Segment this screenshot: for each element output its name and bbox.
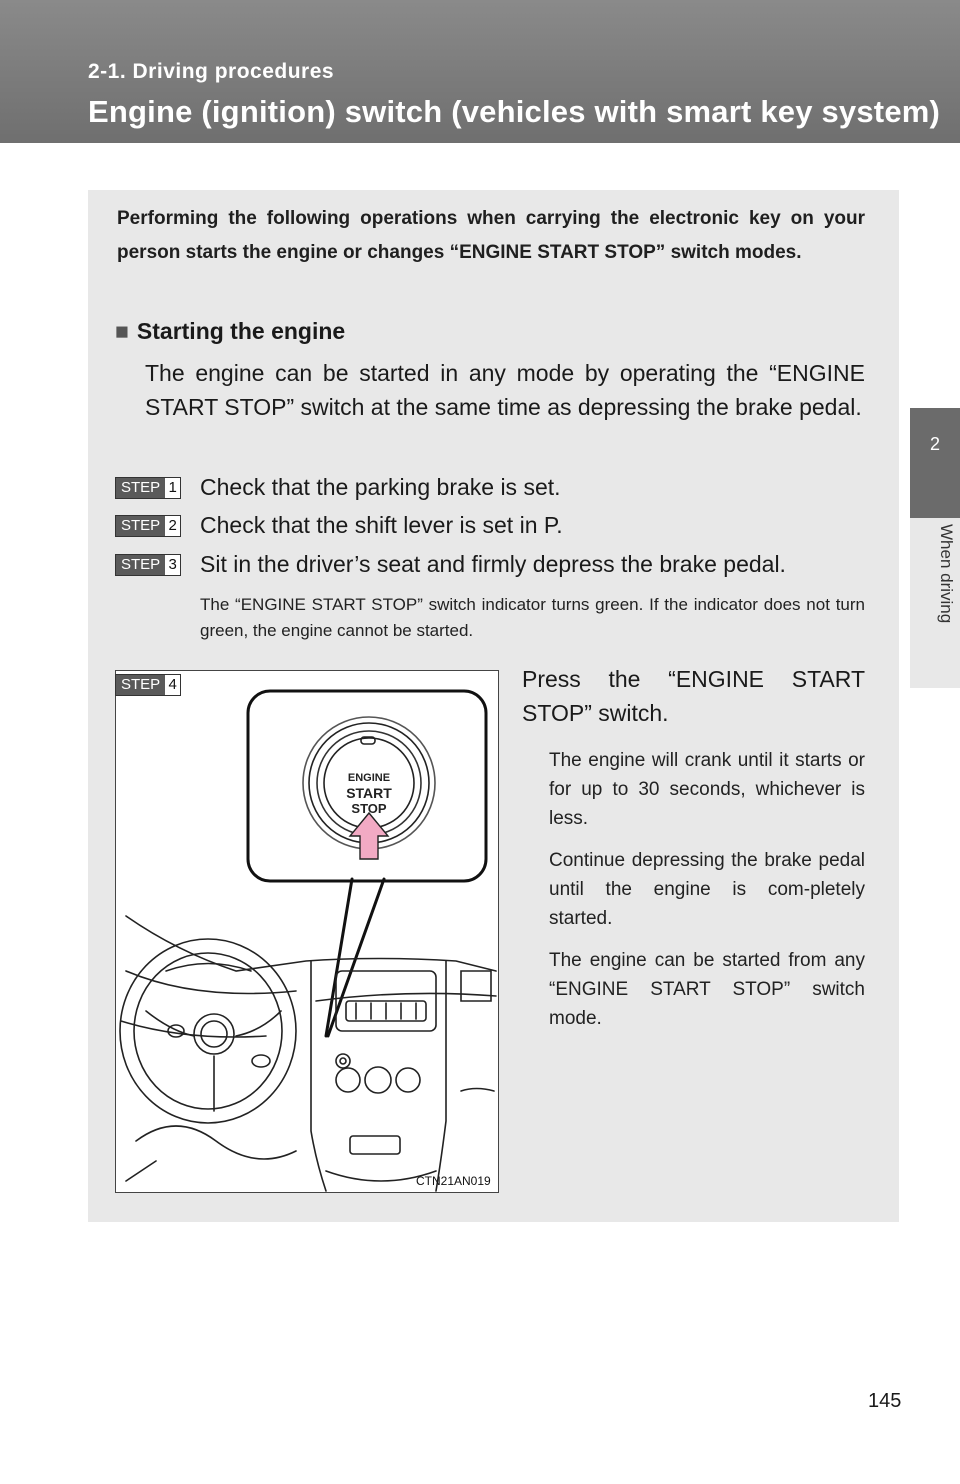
step-4-note-2: Continue depressing the brake pedal until the engine is com-pletely started.: [549, 850, 865, 929]
dashboard-drawing: [116, 671, 498, 1192]
step-word: STEP: [116, 478, 165, 498]
step-2-text: Check that the shift lever is set in P.: [200, 512, 563, 538]
step-4-text: Press the “ENGINE START STOP” switch.: [522, 666, 865, 726]
step-word: STEP: [116, 675, 165, 695]
step-1-text: Check that the parking brake is set.: [200, 474, 561, 500]
step-4-note-3: The engine can be started from any “ENGINE START STOP” switch mode.: [549, 950, 865, 1029]
page-title: Engine (ignition) switch (vehicles with smart key system): [88, 94, 941, 129]
chapter-tab-number: 2: [910, 408, 960, 518]
chapter-tab-label: When driving: [937, 524, 956, 624]
step-word: STEP: [116, 555, 165, 575]
subsection-heading: [115, 318, 345, 345]
step-number: 4: [165, 675, 180, 695]
button-label-line-1: ENGINE: [347, 772, 391, 784]
step-badge-2: [115, 515, 181, 537]
step-3-note: The “ENGINE START STOP” switch indicator turns green. If the indicator does not turn green, the engine cannot be started.: [200, 595, 865, 640]
subsection-heading-text: Starting the engine: [136, 318, 346, 344]
dashboard-illustration: [115, 670, 499, 1193]
step-4-note-1: The engine will crank until it starts or for up to 30 seconds, whichever is less.: [549, 750, 865, 829]
step-number: 1: [165, 478, 180, 498]
intro-text: Performing the following operations when carrying the electronic key on your person starts the engine or changes “ENGINE START STOP” switch modes.: [117, 208, 865, 263]
button-label-line-2: START: [346, 785, 392, 801]
step-number: 2: [165, 516, 180, 536]
section-label: 2-1. Driving procedures: [88, 60, 335, 83]
step-number: 3: [165, 555, 180, 575]
step-3-text: Sit in the driver’s seat and firmly depress the brake pedal.: [200, 551, 786, 577]
step-badge-3: [115, 554, 181, 576]
figure-code: CTN21AN019: [416, 1174, 491, 1188]
black-square-icon: ■: [115, 318, 129, 344]
page-number: 145: [868, 1390, 902, 1412]
step-badge-4: [115, 674, 181, 696]
subsection-text: The engine can be started in any mode by operating the “ENGINE START STOP” switch at the same time as depressing the brake pedal.: [145, 360, 865, 420]
step-badge-1: [115, 477, 181, 499]
step-word: STEP: [116, 516, 165, 536]
chapter-tab: [910, 518, 960, 688]
button-label-line-3: STOP: [351, 801, 387, 816]
page-header: [0, 0, 960, 143]
